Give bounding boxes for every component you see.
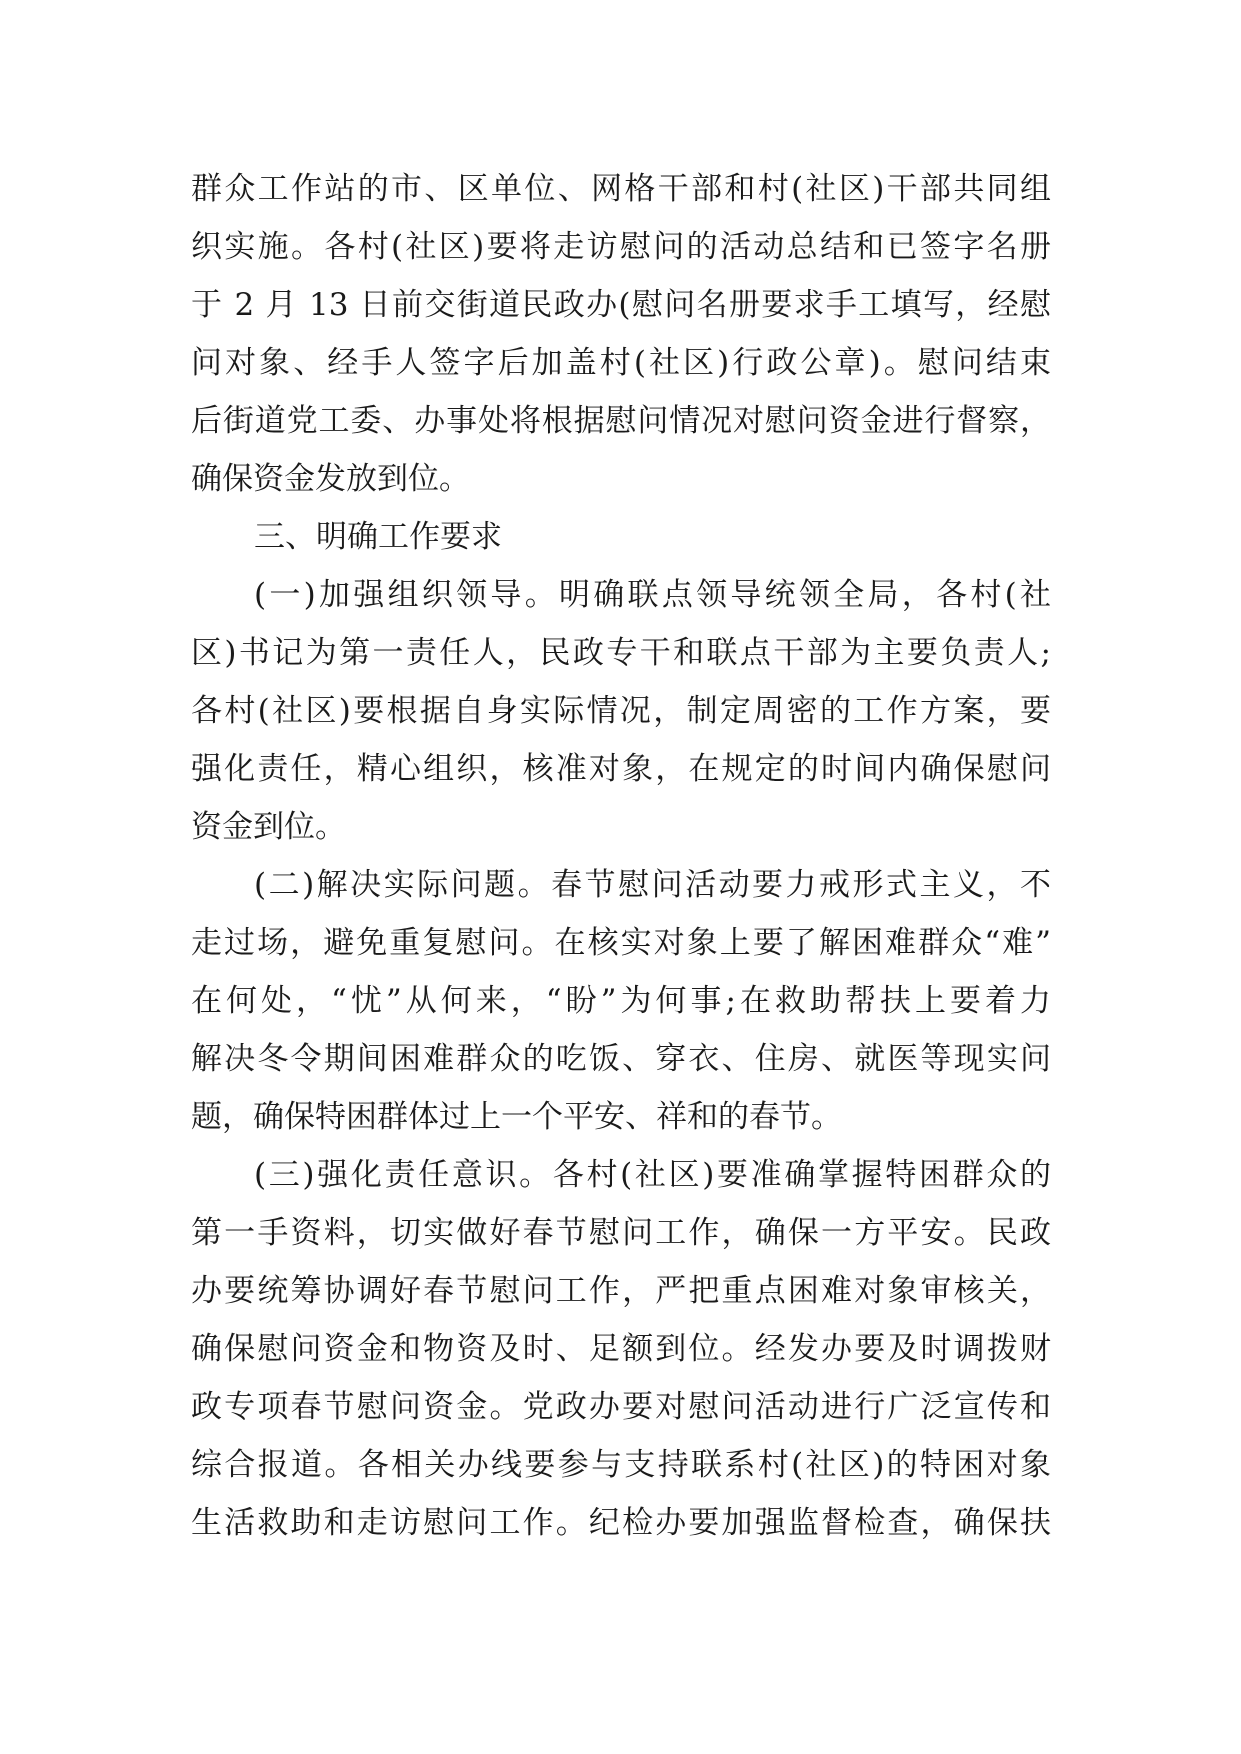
text-line: 第一手资料，切实做好春节慰问工作，确保一方平安。民政 <box>191 1215 1051 1251</box>
text-line: 资金到位。 <box>191 809 346 845</box>
text-line: 后街道党工委、办事处将根据慰问情况对慰问资金进行督察， <box>191 403 1051 439</box>
text-line: 各村(社区)要根据自身实际情况，制定周密的工作方案，要 <box>191 693 1051 729</box>
text-line: 三、明确工作要求 <box>254 519 502 555</box>
text-line: 题，确保特困群体过上一个平安、祥和的春节。 <box>191 1099 842 1135</box>
text-line: 问对象、经手人签字后加盖村(社区)行政公章)。慰问结束 <box>191 345 1051 381</box>
text-line: 在何处，“忧”从何来，“盼”为何事;在救助帮扶上要着力 <box>191 983 1051 1019</box>
text-line: 综合报道。各相关办线要参与支持联系村(社区)的特困对象 <box>191 1447 1051 1483</box>
document-body <box>191 160 1051 1552</box>
text-line: 生活救助和走访慰问工作。纪检办要加强监督检查，确保扶 <box>191 1505 1051 1541</box>
text-line: 织实施。各村(社区)要将走访慰问的活动总结和已签字名册 <box>191 229 1051 265</box>
text-line: 确保慰问资金和物资及时、足额到位。经发办要及时调拨财 <box>191 1331 1051 1367</box>
text-line: 走过场，避免重复慰问。在核实对象上要了解困难群众“难” <box>191 925 1051 961</box>
text-line: 政专项春节慰问资金。党政办要对慰问活动进行广泛宣传和 <box>191 1389 1051 1425</box>
text-line: 强化责任，精心组织，核准对象，在规定的时间内确保慰问 <box>191 751 1051 787</box>
text-line: (二)解决实际问题。春节慰问活动要力戒形式主义，不 <box>254 867 1051 903</box>
text-line: 解决冬令期间困难群众的吃饭、穿衣、住房、就医等现实问 <box>191 1041 1051 1077</box>
text-line: (三)强化责任意识。各村(社区)要准确掌握特困群众的 <box>254 1157 1051 1193</box>
text-line: 区)书记为第一责任人，民政专干和联点干部为主要负责人; <box>191 635 1051 671</box>
text-line: (一)加强组织领导。明确联点领导统领全局，各村(社 <box>254 577 1051 613</box>
text-line: 办要统筹协调好春节慰问工作，严把重点困难对象审核关， <box>191 1273 1051 1309</box>
text-line: 群众工作站的市、区单位、网格干部和村(社区)干部共同组 <box>191 171 1051 207</box>
text-line: 于 2 月 13 日前交街道民政办(慰问名册要求手工填写，经慰 <box>191 287 1051 323</box>
text-line: 确保资金发放到位。 <box>191 461 470 497</box>
